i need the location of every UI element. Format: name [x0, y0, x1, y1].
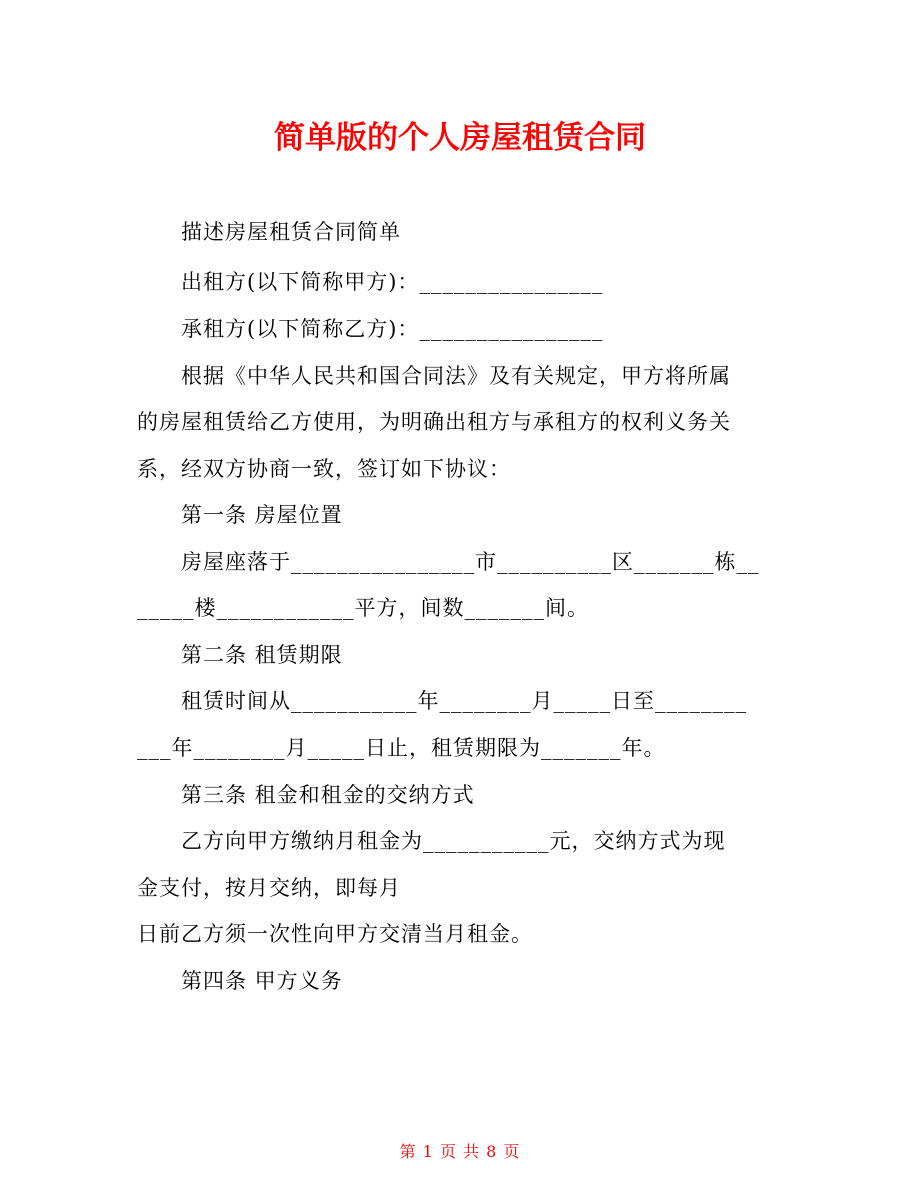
paragraph-line: 房屋座落于________________市__________区_______栋__	[181, 550, 760, 574]
paragraph-line: 出租方(以下简称甲方)：________________	[181, 270, 604, 294]
paragraph-line: 租赁时间从___________年________月_____日至________	[181, 689, 747, 713]
paragraph-line: 描述房屋租赁合同简单	[181, 220, 401, 244]
paragraph-line: 的房屋租赁给乙方使用，为明确出租方与承租方的权利义务关	[137, 410, 731, 434]
section-heading: 第三条 租金和租金的交纳方式	[181, 783, 475, 807]
section-heading: 第四条 甲方义务	[181, 969, 343, 993]
paragraph-line: ___年________月_____日止，租赁期限为_______年。	[137, 736, 666, 760]
paragraph-line: 金支付，按月交纳，即每月	[137, 876, 401, 900]
paragraph-line: _____楼____________平方，间数_______间。	[137, 596, 589, 620]
document-title: 简单版的个人房屋租赁合同	[274, 120, 646, 156]
section-heading: 第二条 租赁期限	[181, 643, 343, 667]
paragraph-line: 系，经双方协商一致，签订如下协议：	[137, 457, 511, 481]
page-number: 第 1 页 共 8 页	[399, 1142, 521, 1161]
paragraph-line: 乙方向甲方缴纳月租金为___________元，交纳方式为现	[181, 829, 726, 853]
section-heading: 第一条 房屋位置	[181, 503, 343, 527]
paragraph-line: 承租方(以下简称乙方)：________________	[181, 317, 604, 341]
paragraph-line: 日前乙方须一次性向甲方交清当月租金。	[137, 922, 533, 946]
paragraph-line: 根据《中华人民共和国合同法》及有关规定，甲方将所属	[181, 364, 731, 388]
